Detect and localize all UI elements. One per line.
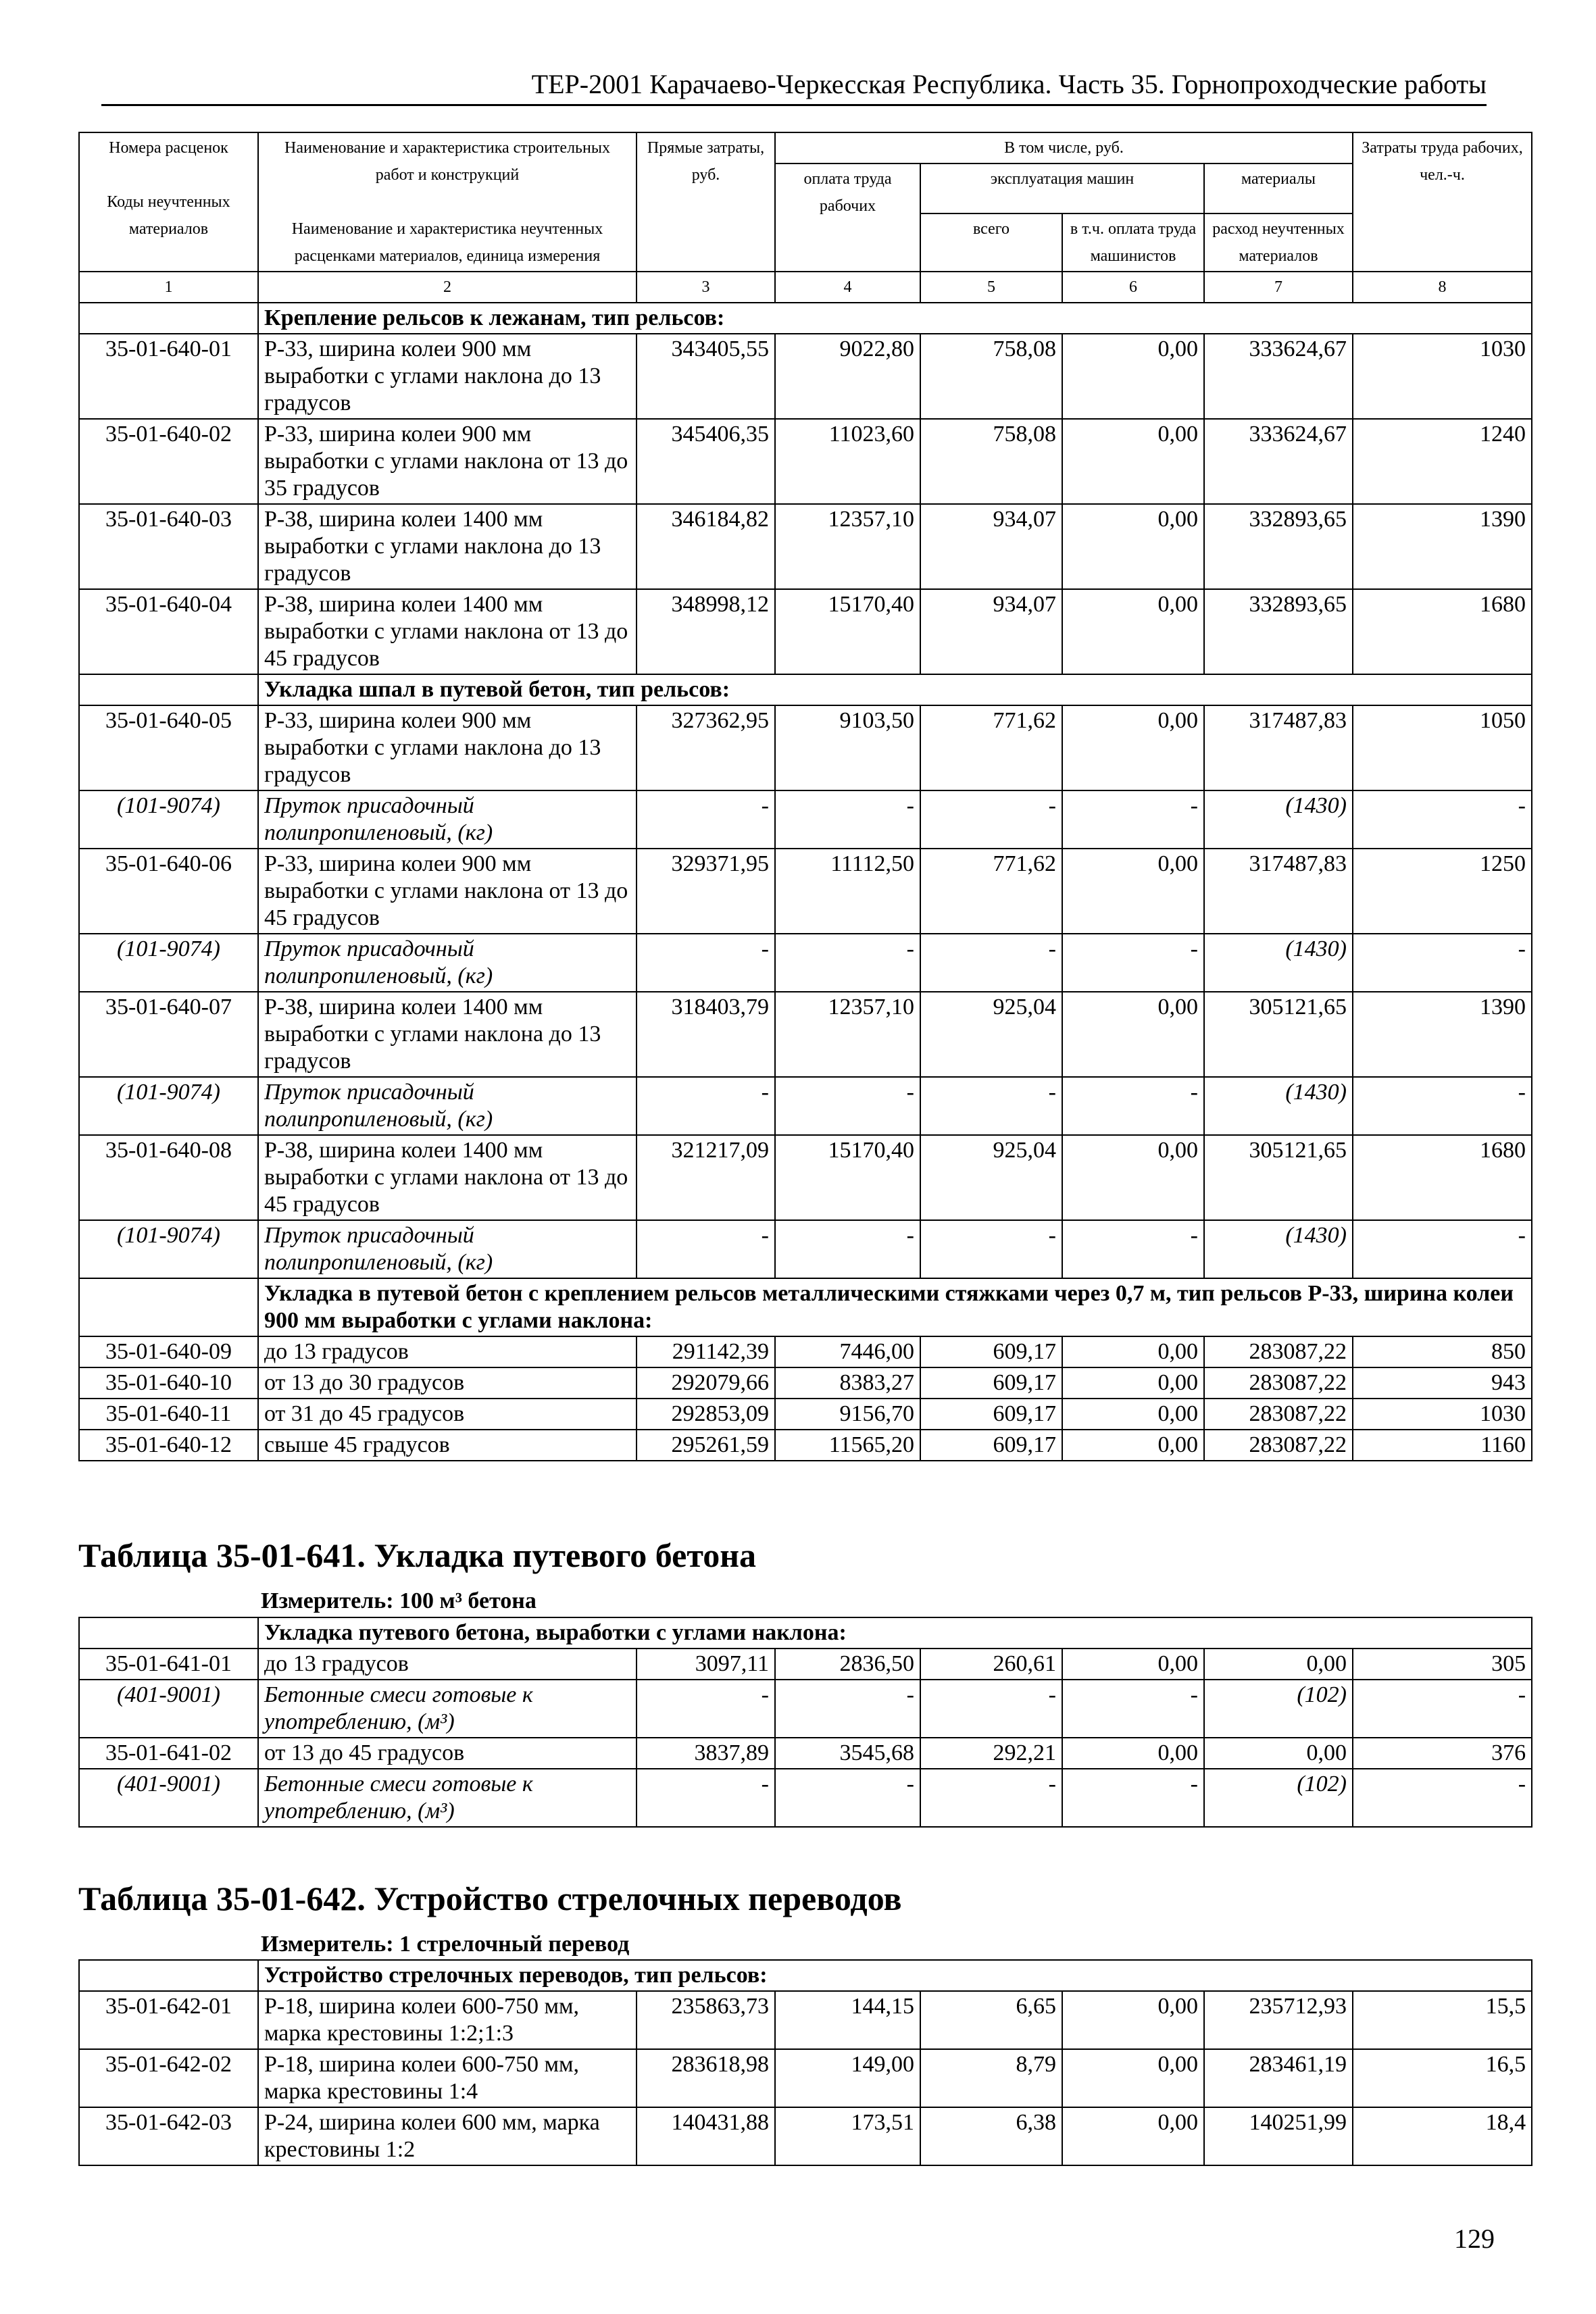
section-header: Укладка путевого бетона, выработки с углами наклона: — [79, 1617, 1532, 1649]
page-number: 129 — [1454, 2223, 1495, 2254]
material-row: (101-9074) Пруток присадочный полипропиленовый, (кг) - - - - (1430) - — [79, 790, 1532, 849]
table-row: 35-01-640-04 Р-38, ширина колеи 1400 мм выработки с углами наклона от 13 до 45 градусов 348998,12 15170,40 934,07 0,00 332893,65 1680 — [79, 589, 1532, 674]
table-row: 35-01-641-01 до 13 градусов 3097,11 2836,50 260,61 0,00 0,00 305 — [79, 1649, 1532, 1680]
page-header: ТЕР-2001 Карачаево-Черкесская Республика. Часть 35. Горнопроходческие работы — [101, 68, 1487, 106]
header-row — [79, 132, 1532, 164]
table-row: 35-01-640-11 от 31 до 45 градусов 292853,09 9156,70 609,17 0,00 283087,22 1030 — [79, 1399, 1532, 1430]
section-header: Крепление рельсов к лежанам, тип рельсов: — [79, 303, 1532, 334]
table-641 — [78, 1617, 1532, 1828]
col-header-5: всего — [920, 213, 1062, 272]
table-row: 35-01-640-01 Р-33, ширина колеи 900 мм выработки с углами наклона до 13 градусов 343405,55 9022,80 758,08 0,00 333624,67 1030 — [79, 334, 1532, 419]
material-row: (401-9001) Бетонные смеси готовые к употреблению, (м³) - - - - (102) - — [79, 1680, 1532, 1738]
material-row: (101-9074) Пруток присадочный полипропиленовый, (кг) - - - - (1430) - — [79, 1220, 1532, 1278]
col-header-4: оплата труда рабочих — [775, 164, 920, 272]
col-header-8: Затраты труда рабочих, чел.-ч. — [1353, 132, 1532, 272]
material-row: (101-9074) Пруток присадочный полипропиленовый, (кг) - - - - (1430) - — [79, 934, 1532, 992]
table-641-title: Таблица 35-01-641. Укладка путевого бетона — [78, 1536, 757, 1574]
table-641-meter: Измеритель: 100 м³ бетона — [261, 1588, 537, 1613]
col-header-1: Номера расценок Коды неучтенных материалов — [79, 132, 258, 272]
table-row: 35-01-641-02 от 13 до 45 градусов 3837,89 3545,68 292,21 0,00 0,00 376 — [79, 1738, 1532, 1769]
table-row: 35-01-640-08 Р-38, ширина колеи 1400 мм выработки с углами наклона от 13 до 45 градусов 321217,09 15170,40 925,04 0,00 305121,65 1680 — [79, 1135, 1532, 1220]
table-row: 35-01-642-02 Р-18, ширина колеи 600-750 мм, марка крестовины 1:4 283618,98 149,00 8,79 0,00 283461,19 16,5 — [79, 2049, 1532, 2107]
table-642-meter: Измеритель: 1 стрелочный перевод — [261, 1932, 630, 1957]
material-row: (101-9074) Пруток присадочный полипропиленовый, (кг) - - - - (1430) - — [79, 1077, 1532, 1135]
table-row: 35-01-640-06 Р-33, ширина колеи 900 мм выработки с углами наклона от 13 до 45 градусов 329371,95 11112,50 771,62 0,00 317487,83 1250 — [79, 849, 1532, 934]
table-row: 35-01-642-03 Р-24, ширина колеи 600 мм, марка крестовины 1:2 140431,88 173,51 6,38 0,00 140251,99 18,4 — [79, 2107, 1532, 2165]
col-header-materials: материалы — [1204, 164, 1353, 213]
col-header-3: Прямые затраты, руб. — [637, 132, 775, 272]
table-row: 35-01-640-09 до 13 градусов 291142,39 7446,00 609,17 0,00 283087,22 850 — [79, 1336, 1532, 1367]
section-header: Укладка шпал в путевой бетон, тип рельсов: — [79, 674, 1532, 705]
table-row: 35-01-642-01 Р-18, ширина колеи 600-750 мм, марка крестовины 1:2;1:3 235863,73 144,15 6,65 0,00 235712,93 15,5 — [79, 1991, 1532, 2049]
table-row: 35-01-640-05 Р-33, ширина колеи 900 мм выработки с углами наклона до 13 градусов 327362,95 9103,50 771,62 0,00 317487,83 1050 — [79, 705, 1532, 790]
col-header-6: в т.ч. оплата труда машинистов — [1062, 213, 1204, 272]
table-row: 35-01-640-12 свыше 45 градусов 295261,59 11565,20 609,17 0,00 283087,22 1160 — [79, 1430, 1532, 1461]
col-header-group: В том числе, руб. — [775, 132, 1353, 164]
col-header-7: расход неучтенных материалов — [1204, 213, 1353, 272]
table-640 — [78, 132, 1532, 1461]
table-row: 35-01-640-10 от 13 до 30 градусов 292079,66 8383,27 609,17 0,00 283087,22 943 — [79, 1367, 1532, 1399]
material-row: (401-9001) Бетонные смеси готовые к употреблению, (м³) - - - - (102) - — [79, 1769, 1532, 1827]
column-numbers: 1 2 3 4 5 6 7 8 — [79, 272, 1532, 303]
table-row: 35-01-640-07 Р-38, ширина колеи 1400 мм выработки с углами наклона до 13 градусов 318403,79 12357,10 925,04 0,00 305121,65 1390 — [79, 992, 1532, 1077]
table-row: 35-01-640-02 Р-33, ширина колеи 900 мм выработки с углами наклона от 13 до 35 градусов 345406,35 11023,60 758,08 0,00 333624,67 1240 — [79, 419, 1532, 504]
section-header: Устройство стрелочных переводов, тип рельсов: — [79, 1960, 1532, 1991]
col-header-machines: эксплуатация машин — [920, 164, 1204, 213]
table-row: 35-01-640-03 Р-38, ширина колеи 1400 мм выработки с углами наклона до 13 градусов 346184,82 12357,10 934,07 0,00 332893,65 1390 — [79, 504, 1532, 589]
table-642-title: Таблица 35-01-642. Устройство стрелочных переводов — [78, 1880, 902, 1917]
table-642 — [78, 1959, 1532, 2166]
col-header-2: Наименование и характеристика строительных работ и конструкций Наименование и характеристика неучтенных расценками материалов, единица измерения — [258, 132, 637, 272]
section-header: Укладка в путевой бетон с креплением рельсов металлическими стяжками через 0,7 м, тип рельсов Р-33, ширина колеи 900 мм выработки с углами наклона: — [79, 1278, 1532, 1336]
